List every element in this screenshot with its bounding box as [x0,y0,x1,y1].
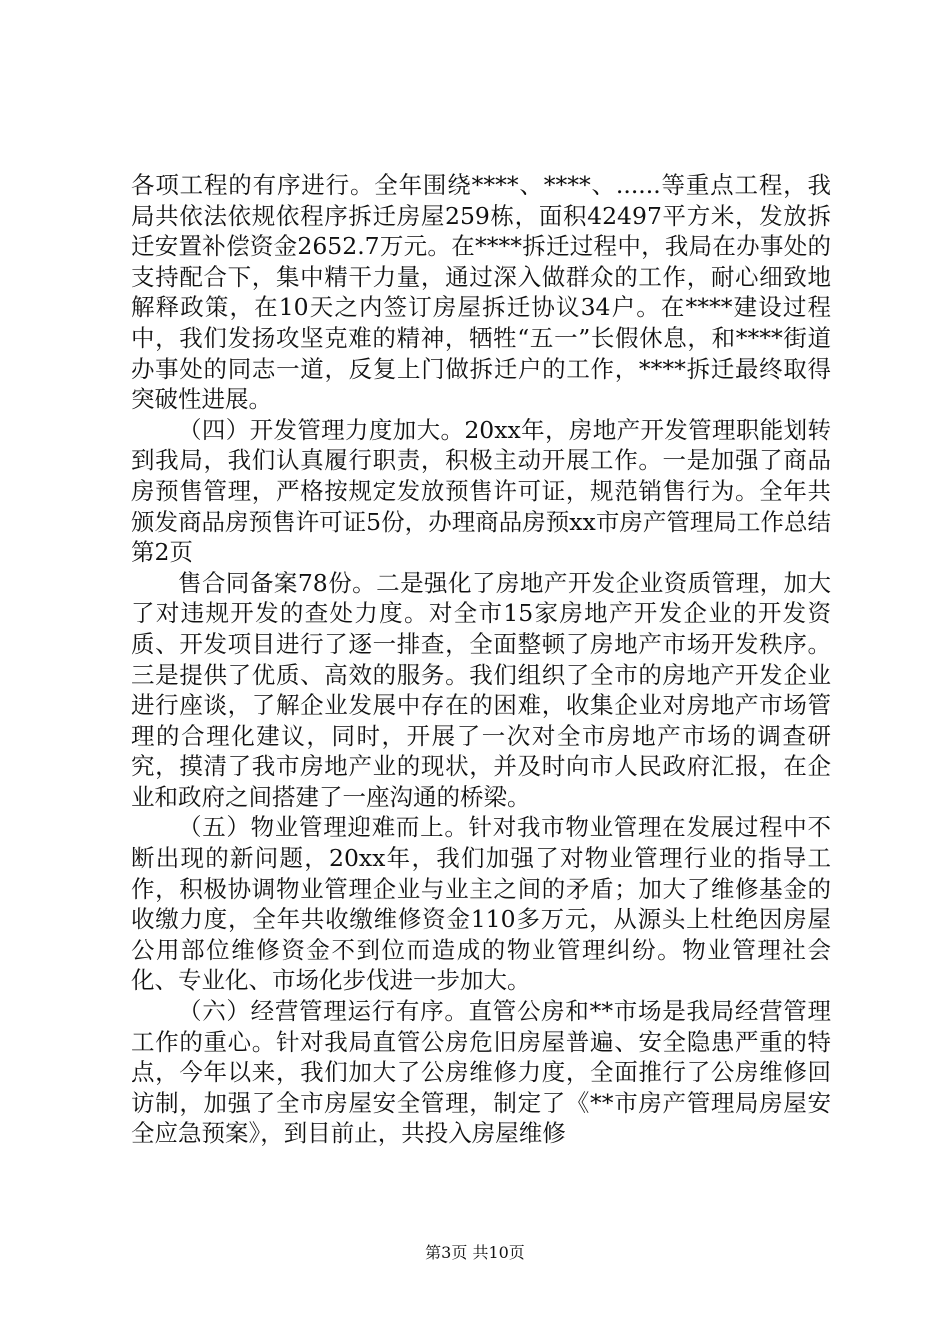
paragraph-operation-management: （六）经营管理运行有序。直管公房和**市场是我局经营管理工作的重心。针对我局直管公房危旧房屋普遍、安全隐患严重的特点，今年以来，我们加大了公房维修力度，全面推行了公房维修回访制，加强了全市房屋安全管理，制定了《**市房产管理局房屋安全应急预案》，到目前止，共投入房屋维修 [131,997,831,1148]
page-footer: 第3页 共10页 [425,1243,525,1262]
document-body [131,170,831,1149]
paragraph-property-management: （五）物业管理迎难而上。针对我市物业管理在发展过程中不断出现的新问题，20xx年，我们加强了对物业管理行业的指导工作，积极协调物业管理企业与业主之间的矛盾；加大了维修基金的收缴力度，全年共收缴维修资金110多万元，从源头上杜绝因房屋公用部位维修资金不到位而造成的物业管理纠纷。物业管理社会化、专业化、市场化步伐进一步加大。 [131,813,831,995]
paragraph-demolition: 各项工程的有序进行。全年围绕****、****、......等重点工程，我局共依法依规依程序拆迁房屋259栋，面积42497平方米，发放拆迁安置补偿资金2652.7万元。在****拆迁过程中，我局在办事处的支持配合下，集中精干力量，通过深入做群众的工作，耐心细致地解释政策，在10天之内签订房屋拆迁协议34户。在****建设过程中，我们发扬攻坚克难的精神，牺牲“五一”长假休息，和****街道办事处的同志一道，反复上门做拆迁户的工作，****拆迁最终取得突破性进展。 [131,171,831,414]
paragraph-presale-contract: 售合同备案78份。二是强化了房地产开发企业资质管理，加大了对违规开发的查处力度。对全市15家房地产开发企业的开发资质、开发项目进行了逐一排查，全面整顿了房地产市场开发秩序。三是提供了优质、高效的服务。我们组织了全市的房地产开发企业进行座谈，了解企业发展中存在的困难，收集企业对房地产市场管理的合理化建议，同时，开展了一次对全市房地产市场的调查研究，摸清了我市房地产业的现状，并及时向市人民政府汇报，在企业和政府之间搭建了一座沟通的桥梁。 [131,568,831,811]
paragraph-development-management: （四）开发管理力度加大。20xx年，房地产开发管理职能划转到我局，我们认真履行职责，积极主动开展工作。一是加强了商品房预售管理，严格按规定发放预售许可证，规范销售行为。全年共颁发商品房预售许可证5份，办理商品房预xx市房产管理局工作总结第2页 [131,415,831,567]
